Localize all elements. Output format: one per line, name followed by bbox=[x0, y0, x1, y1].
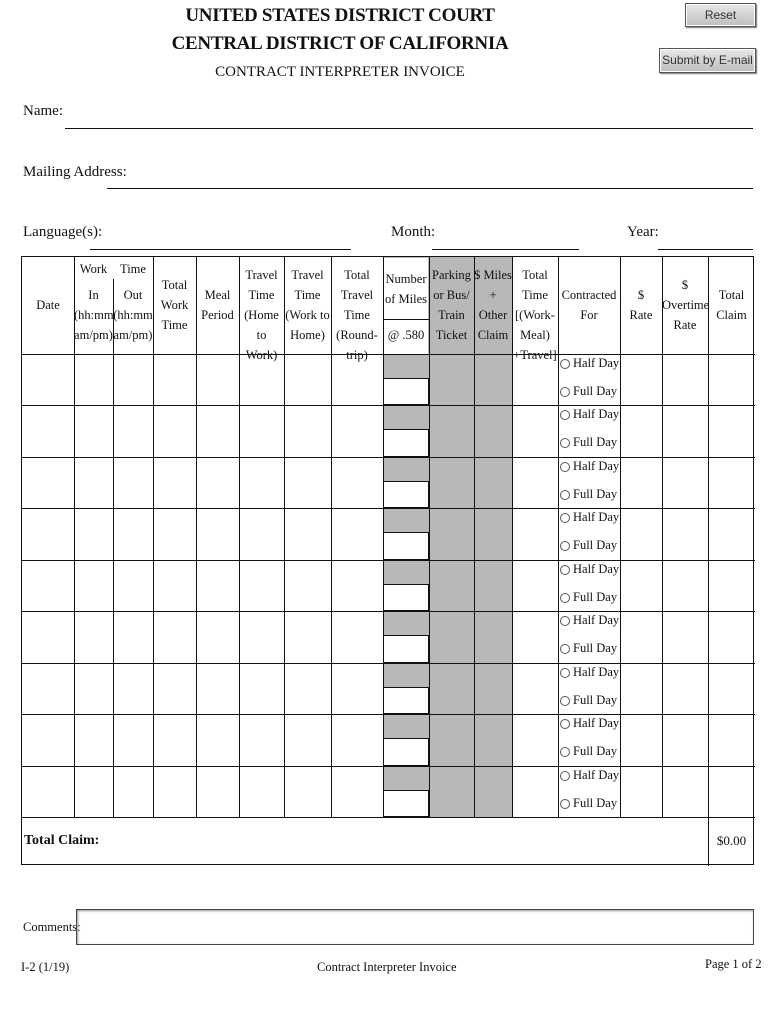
radio-circle-icon[interactable] bbox=[560, 644, 570, 654]
radio-circle-icon[interactable] bbox=[560, 490, 570, 500]
half-day-radio-label: Half Day bbox=[573, 665, 620, 679]
column-divider bbox=[662, 257, 663, 817]
full-day-radio-label: Full Day bbox=[573, 744, 618, 758]
half-day-radio[interactable] bbox=[560, 356, 619, 371]
column-divider bbox=[708, 257, 709, 817]
half-day-radio-label: Half Day bbox=[573, 356, 620, 370]
radio-circle-icon[interactable] bbox=[560, 696, 570, 706]
total-claim-label: Total Claim: bbox=[24, 833, 100, 848]
page-number: Page 1 of 2 bbox=[705, 957, 762, 971]
column-divider bbox=[196, 257, 197, 817]
col-header-overtime: $ Overtime Rate bbox=[662, 278, 710, 332]
col-header-in: In (hh:mm am/pm) bbox=[74, 288, 114, 342]
half-day-radio-label: Half Day bbox=[573, 562, 620, 576]
year-label: Year: bbox=[627, 224, 659, 240]
full-day-radio[interactable] bbox=[560, 487, 617, 502]
full-day-radio[interactable] bbox=[560, 796, 617, 811]
half-day-radio[interactable] bbox=[560, 665, 619, 680]
radio-circle-icon[interactable] bbox=[560, 541, 570, 551]
name-label: Name: bbox=[23, 103, 63, 119]
col-header-travel-work-home: Travel Time (Work to Home) bbox=[285, 268, 330, 342]
name-field[interactable] bbox=[65, 128, 753, 129]
miles-input[interactable] bbox=[383, 481, 429, 508]
full-day-radio[interactable] bbox=[560, 693, 617, 708]
comments-field[interactable] bbox=[76, 909, 754, 945]
full-day-radio-label: Full Day bbox=[573, 641, 618, 655]
col-header-out: Out (hh:mm am/pm) bbox=[113, 288, 153, 342]
full-day-radio-label: Full Day bbox=[573, 384, 618, 398]
column-divider bbox=[113, 279, 114, 817]
column-divider bbox=[620, 257, 621, 817]
comments-label: Comments: bbox=[23, 920, 81, 934]
radio-circle-icon[interactable] bbox=[560, 438, 570, 448]
district-title: CENTRAL DISTRICT OF CALIFORNIA bbox=[171, 33, 509, 54]
full-day-radio[interactable] bbox=[560, 435, 617, 450]
form-title: CONTRACT INTERPRETER INVOICE bbox=[215, 64, 465, 80]
column-divider bbox=[558, 257, 559, 817]
half-day-radio[interactable] bbox=[560, 407, 619, 422]
col-header-total-work: Total Work Time bbox=[160, 278, 189, 332]
row-divider bbox=[22, 817, 755, 818]
row-divider bbox=[22, 560, 755, 561]
radio-circle-icon[interactable] bbox=[560, 719, 570, 729]
miles-input[interactable] bbox=[383, 635, 429, 663]
languages-field[interactable] bbox=[90, 249, 351, 250]
footer-title: Contract Interpreter Invoice bbox=[317, 960, 457, 974]
col-header-parking: Parking or Bus/ Train Ticket bbox=[432, 268, 471, 342]
col-header-meal: Meal Period bbox=[201, 288, 234, 322]
half-day-radio-label: Half Day bbox=[573, 768, 620, 782]
radio-circle-icon[interactable] bbox=[560, 410, 570, 420]
radio-circle-icon[interactable] bbox=[560, 359, 570, 369]
half-day-radio[interactable] bbox=[560, 716, 619, 731]
row-divider bbox=[22, 766, 755, 767]
full-day-radio[interactable] bbox=[560, 538, 617, 553]
col-header-miles: Number of Miles bbox=[384, 272, 427, 306]
half-day-radio-label: Half Day bbox=[573, 459, 620, 473]
half-day-radio-label: Half Day bbox=[573, 407, 620, 421]
full-day-radio[interactable] bbox=[560, 744, 617, 759]
radio-circle-icon[interactable] bbox=[560, 616, 570, 626]
month-label: Month: bbox=[391, 224, 436, 240]
radio-circle-icon[interactable] bbox=[560, 593, 570, 603]
radio-circle-icon[interactable] bbox=[560, 387, 570, 397]
row-divider bbox=[22, 354, 755, 355]
form-id: I-2 (1/19) bbox=[21, 960, 70, 974]
radio-circle-icon[interactable] bbox=[560, 668, 570, 678]
court-title: UNITED STATES DISTRICT COURT bbox=[185, 5, 495, 26]
full-day-radio[interactable] bbox=[560, 641, 617, 656]
radio-circle-icon[interactable] bbox=[560, 747, 570, 757]
half-day-radio[interactable] bbox=[560, 768, 619, 783]
miles-input[interactable] bbox=[383, 687, 429, 714]
half-day-radio[interactable] bbox=[560, 562, 619, 577]
half-day-radio[interactable] bbox=[560, 459, 619, 474]
reset-button[interactable]: Reset bbox=[685, 3, 756, 27]
full-day-radio-label: Full Day bbox=[573, 693, 618, 707]
half-day-radio-label: Half Day bbox=[573, 613, 620, 627]
row-divider bbox=[22, 405, 755, 406]
half-day-radio-label: Half Day bbox=[573, 716, 620, 730]
col-header-miles-claim: $ Miles + Other Claim bbox=[474, 268, 512, 342]
col-header-date: Date bbox=[36, 298, 60, 312]
miles-input[interactable] bbox=[383, 429, 429, 457]
radio-circle-icon[interactable] bbox=[560, 462, 570, 472]
col-header-rate: $ Rate bbox=[629, 288, 653, 322]
full-day-radio[interactable] bbox=[560, 384, 617, 399]
radio-circle-icon[interactable] bbox=[560, 565, 570, 575]
miles-input[interactable] bbox=[383, 378, 429, 405]
row-divider bbox=[22, 457, 755, 458]
col-header-total-claim: Total Claim bbox=[716, 288, 747, 322]
col-header-work: Work bbox=[79, 262, 108, 276]
col-header-travel-home-work: Travel Time (Home to Work) bbox=[244, 268, 279, 362]
miles-input[interactable] bbox=[383, 584, 429, 611]
total-claim-value: $0.00 bbox=[716, 833, 747, 848]
col-header-total-time: Total Time [(Work- Meal) +Travel] bbox=[513, 268, 557, 362]
submit-email-button[interactable]: Submit by E-mail bbox=[659, 48, 756, 73]
full-day-radio-label: Full Day bbox=[573, 538, 618, 552]
full-day-radio-label: Full Day bbox=[573, 796, 618, 810]
miles-rate-divider bbox=[383, 319, 429, 320]
col-header-mile-rate: @ .580 bbox=[387, 328, 425, 342]
miles-input[interactable] bbox=[383, 532, 429, 560]
full-day-radio-label: Full Day bbox=[573, 487, 618, 501]
half-day-radio[interactable] bbox=[560, 613, 619, 628]
year-field[interactable] bbox=[658, 249, 753, 250]
radio-circle-icon[interactable] bbox=[560, 799, 570, 809]
languages-label: Language(s): bbox=[23, 224, 103, 240]
invoice-table bbox=[21, 256, 754, 865]
full-day-radio[interactable] bbox=[560, 590, 617, 605]
col-header-contracted: Contracted For bbox=[561, 288, 617, 322]
half-day-radio[interactable] bbox=[560, 510, 619, 525]
full-day-radio-label: Full Day bbox=[573, 590, 618, 604]
month-field[interactable] bbox=[432, 249, 579, 250]
row-divider bbox=[22, 611, 755, 612]
mailing-address-field[interactable] bbox=[107, 188, 753, 189]
radio-circle-icon[interactable] bbox=[560, 513, 570, 523]
full-day-radio-label: Full Day bbox=[573, 435, 618, 449]
row-divider bbox=[22, 663, 755, 664]
row-divider bbox=[22, 508, 755, 509]
row-divider bbox=[22, 714, 755, 715]
half-day-radio-label: Half Day bbox=[573, 510, 620, 524]
col-header-total-travel: Total Travel Time (Round- trip) bbox=[336, 268, 378, 362]
miles-input[interactable] bbox=[383, 738, 429, 766]
column-divider bbox=[153, 257, 154, 817]
radio-circle-icon[interactable] bbox=[560, 771, 570, 781]
miles-input[interactable] bbox=[383, 790, 429, 817]
col-header-time: Time bbox=[120, 262, 146, 276]
mailing-address-label: Mailing Address: bbox=[23, 164, 127, 180]
